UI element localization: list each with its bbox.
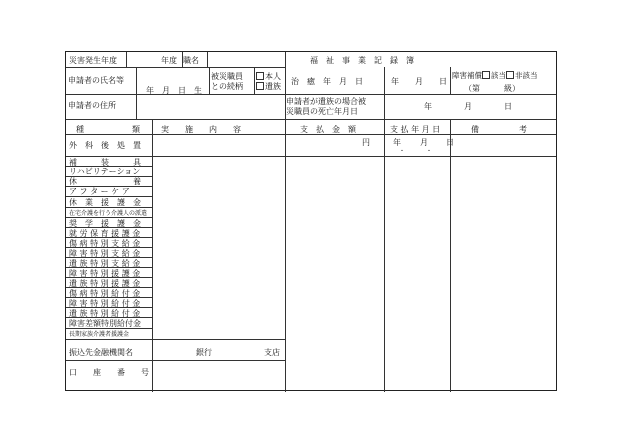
bank-institution-label: 振込先金融機関名 [69,348,133,357]
rule [126,52,127,67]
rule [66,196,152,197]
rule [66,247,152,248]
rule [136,67,137,94]
item-label: 遺 族 特 別 援 護 金 [69,279,141,288]
item-label: リハビリテーション [69,167,141,176]
rule [66,166,152,167]
item-label: 障 害 特 別 給 付 金 [69,299,141,308]
item-label: 外 科 後 処 置 [69,141,141,150]
rule [285,94,286,119]
account-number-label: 口 座 番 号 [69,368,149,377]
relation-bereaved-option[interactable]: 遺族 [256,82,281,91]
rule [66,176,152,177]
rule [152,119,153,339]
relation-label-1: 被災職員 [211,72,243,81]
yen-unit: 円 [362,138,370,147]
rule [209,67,210,94]
payment-month-unit: 月 [420,138,428,147]
rule [66,67,285,68]
rule [152,339,153,392]
rule [66,297,152,298]
date-dot: ・ [399,148,406,155]
item-label: 長期家族介護者援護金 [69,331,130,338]
rule [66,237,152,238]
rule [66,267,152,268]
cure-date-value: 年 月 日 [391,77,447,86]
item-label: 補 装 具 [69,158,141,167]
item-label: ア フ タ ー ケ ア [69,187,130,196]
relation-self-option[interactable]: 本人 [256,72,281,81]
disaster-year-label: 災害発生年度 [69,56,117,65]
applicable-checkbox[interactable] [482,71,490,79]
item-label: 遺 族 特 別 支 給 金 [69,259,141,268]
bereaved-checkbox[interactable] [256,82,264,90]
rule [66,360,285,361]
rule [66,257,152,258]
item-label: 障 害 特 別 支 給 金 [69,249,141,258]
death-date-value: 年 月 日 [424,102,512,111]
rule [66,307,152,308]
rule [136,94,137,119]
amount-column-header: 支 払 金 額 [300,125,356,134]
branch-suffix: 支店 [264,348,280,357]
item-label: 奨 学 援 護 金 [69,219,141,228]
rule [66,94,556,95]
disability-compensation-row: 障害補償 該当 非該当 [452,71,538,80]
applicant-name-label: 申請者の氏名等 [68,76,124,85]
death-date-label-1: 申請者が遺族の場合被 [286,97,366,106]
remarks-column-header: 備 考 [471,125,527,134]
rule [66,277,152,278]
item-label: 遺 族 特 別 給 付 金 [69,309,141,318]
payment-day-unit: 日 [446,138,454,147]
welfare-record-form [65,51,557,391]
year-suffix: 年度 [161,56,177,65]
rule [66,134,556,135]
death-date-label-2: 災職員の死亡年月日 [286,107,358,116]
rule [207,52,208,67]
type-column-header: 種 類 [76,125,140,134]
implementation-column-header: 実 施 内 容 [161,125,241,134]
rule [66,328,152,329]
item-label: 休 養 [69,177,141,186]
rule [285,52,286,67]
relation-label-2: との続柄 [211,82,243,91]
disability-grade: （第 級） [464,84,520,93]
form-title: 福 祉 事 業 記 録 簿 [310,56,414,65]
item-label: 在宅介護を行う介護人の派遣 [69,210,148,217]
rule [66,317,152,318]
rule [384,119,385,392]
rule [285,119,286,392]
rule [66,119,556,120]
not-applicable-checkbox[interactable] [506,71,514,79]
date-dot: ・ [426,148,433,155]
rule [66,156,556,157]
rule [66,227,152,228]
bank-suffix: 銀行 [196,348,212,357]
payment-date-column-header: 支 払 年 月 日 [390,125,441,134]
payment-year-unit: 年 [393,138,401,147]
rule [66,217,152,218]
rule [450,67,451,94]
item-label: 障 害 特 別 援 護 金 [69,269,141,278]
job-title-label: 職名 [183,56,199,65]
birth-date-label: 年 月 日 生 [146,86,202,95]
rule [384,94,385,119]
rule [384,67,385,94]
item-label: 休 業 援 護 金 [69,198,141,207]
rule [66,339,285,340]
rule [254,67,255,94]
rule [450,119,451,392]
address-label: 申請者の住所 [68,101,116,110]
rule [285,67,286,94]
rule [66,207,152,208]
item-label: 傷 病 特 別 給 付 金 [69,289,141,298]
item-label: 傷 病 特 別 支 給 金 [69,239,141,248]
rule [66,186,152,187]
item-label: 障害差額特別給付金 [69,319,141,328]
cure-date-label: 治 癒 年 月 日 [291,77,363,86]
rule [66,287,152,288]
item-label: 就 労 保 育 援 護 金 [69,229,141,238]
self-checkbox[interactable] [256,72,264,80]
rule [182,52,183,67]
